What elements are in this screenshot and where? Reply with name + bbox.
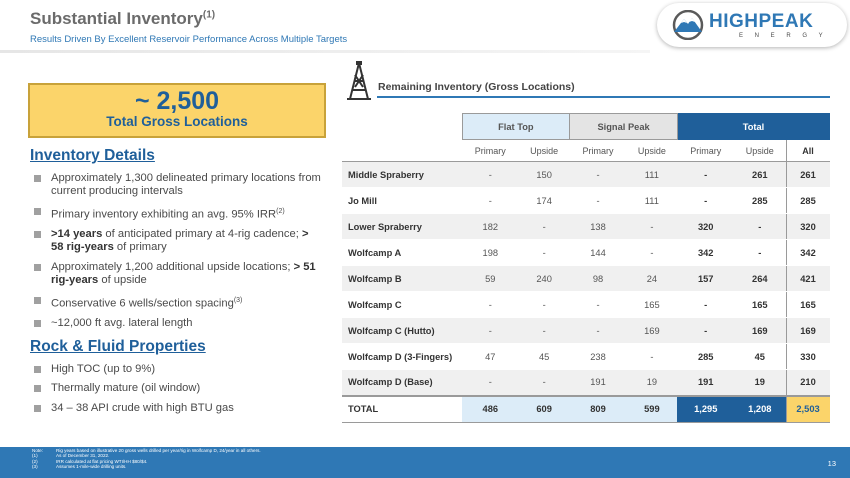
table-cell: 330: [786, 344, 829, 370]
total-row: [342, 396, 830, 423]
table-cell: -: [734, 240, 786, 266]
footnotes: [32, 448, 261, 470]
table-cell: 1,208: [734, 396, 786, 423]
table-cell: 182: [462, 214, 519, 240]
row-label: TOTAL: [342, 396, 462, 423]
column-header: Upside: [734, 140, 786, 162]
rock-fluid-heading: Rock & Fluid Properties: [30, 338, 206, 355]
table-cell: 150: [519, 162, 570, 188]
table-cell: 45: [734, 344, 786, 370]
table-corner: [342, 114, 462, 140]
row-label: Wolfcamp A: [342, 240, 462, 266]
table-cell: 191: [570, 370, 627, 396]
footnote: (1) As of December 31, 2022.: [32, 453, 110, 459]
table-cell: 264: [734, 266, 786, 292]
table-cell: 59: [462, 266, 519, 292]
table-cell: -: [626, 344, 677, 370]
company-logo: [657, 3, 847, 47]
table-cell: 19: [626, 370, 677, 396]
table-cell: -: [626, 214, 677, 240]
page-title: Substantial Inventory$^{(1)}$: [30, 9, 216, 28]
oil-rig-icon: [346, 61, 372, 101]
table-row: [342, 318, 830, 344]
table-cell: 261: [734, 162, 786, 188]
column-header: Upside: [626, 140, 677, 162]
group-header-flat-top: Flat Top: [462, 114, 570, 140]
list-item: Approximately 1,300 delineated primary locations from current producing intervals: [34, 172, 324, 199]
table-cell: 285: [734, 188, 786, 214]
table-cell: -: [462, 370, 519, 396]
footnote: (3) Assumes 1-mile-wide drilling units.: [32, 464, 127, 470]
row-label: Lower Spraberry: [342, 214, 462, 240]
table-cell: 238: [570, 344, 627, 370]
grand-total-cell: 2,503: [786, 396, 829, 423]
table-cell: 198: [462, 240, 519, 266]
table-cell: 144: [570, 240, 627, 266]
row-label: Jo Mill: [342, 188, 462, 214]
row-label: Wolfcamp B: [342, 266, 462, 292]
table-cell: 1,295: [677, 396, 734, 423]
table-cell: -: [626, 240, 677, 266]
table-cell: 809: [570, 396, 627, 423]
inventory-title-rule: [377, 96, 830, 98]
column-header: Primary: [677, 140, 734, 162]
table-cell: -: [570, 318, 627, 344]
group-header-total: Total: [677, 114, 829, 140]
logo-tagline: E N E R G Y: [739, 33, 828, 39]
inventory-details-list: [34, 172, 324, 336]
table-cell: 342: [677, 240, 734, 266]
callout-number: ~ 2,500: [134, 87, 220, 115]
table-cell: 240: [519, 266, 570, 292]
list-item: >14 years of anticipated primary at 4-rig cadence; > 58 rig-years of primary: [34, 228, 324, 255]
square-bullet-icon: [34, 208, 41, 215]
table-cell: -: [570, 188, 627, 214]
table-cell: -: [734, 214, 786, 240]
table-cell: -: [570, 292, 627, 318]
row-label: Wolfcamp D (Base): [342, 370, 462, 396]
table-row: [342, 344, 830, 370]
square-bullet-icon: [34, 320, 41, 327]
table-cell: 421: [786, 266, 829, 292]
table-row: [342, 162, 830, 188]
table-row: [342, 266, 830, 292]
table-cell: 285: [786, 188, 829, 214]
table-cell: -: [462, 162, 519, 188]
table-cell: -: [519, 240, 570, 266]
square-bullet-icon: [34, 366, 41, 373]
header-divider: [0, 50, 650, 53]
logo-wordmark: HIGHPEAK: [709, 11, 814, 32]
column-header: Primary: [570, 140, 627, 162]
table-cell: 138: [570, 214, 627, 240]
table-cell: -: [677, 292, 734, 318]
table-cell: -: [519, 370, 570, 396]
table-cell: -: [462, 318, 519, 344]
square-bullet-icon: [34, 175, 41, 182]
table-cell: -: [677, 188, 734, 214]
table-cell: 165: [626, 292, 677, 318]
list-item: ~12,000 ft avg. lateral length: [34, 317, 324, 330]
table-row: [342, 292, 830, 318]
inventory-details-heading: Inventory Details: [30, 147, 155, 164]
square-bullet-icon: [34, 385, 41, 392]
table-row: [342, 214, 830, 240]
page-number: 13: [827, 459, 836, 468]
table-cell: 599: [626, 396, 677, 423]
inventory-table-title: Remaining Inventory (Gross Locations): [378, 81, 575, 93]
mountain-logo-icon: [671, 10, 705, 40]
column-header: Upside: [519, 140, 570, 162]
table-cell: 111: [626, 162, 677, 188]
row-label: Wolfcamp C (Hutto): [342, 318, 462, 344]
table-cell: 111: [626, 188, 677, 214]
column-header: Primary: [462, 140, 519, 162]
table-cell: -: [519, 214, 570, 240]
list-item: High TOC (up to 9%): [34, 363, 324, 376]
table-cell: 191: [677, 370, 734, 396]
table-cell: -: [677, 162, 734, 188]
square-bullet-icon: [34, 231, 41, 238]
slide-footer: [0, 447, 850, 478]
table-cell: 210: [786, 370, 829, 396]
table-cell: 47: [462, 344, 519, 370]
page-subtitle: Results Driven By Excellent Reservoir Performance Across Multiple Targets: [30, 34, 348, 45]
table-cell: 98: [570, 266, 627, 292]
table-cell: -: [462, 188, 519, 214]
total-locations-callout: [28, 83, 326, 138]
table-cell: 157: [677, 266, 734, 292]
table-cell: 486: [462, 396, 519, 423]
row-label: Middle Spraberry: [342, 162, 462, 188]
table-cell: 169: [786, 318, 829, 344]
table-row: [342, 188, 830, 214]
list-item: Primary inventory exhibiting an avg. 95% IRR$^{(2)}$: [34, 205, 324, 222]
callout-label: Total Gross Locations: [106, 114, 248, 129]
list-item: 34 – 38 API crude with high BTU gas: [34, 402, 324, 415]
table-row: [342, 370, 830, 396]
slide-header: [0, 0, 850, 50]
table-cell: 45: [519, 344, 570, 370]
table-cell: 169: [626, 318, 677, 344]
square-bullet-icon: [34, 405, 41, 412]
row-label: Wolfcamp D (3-Fingers): [342, 344, 462, 370]
table-cell: 285: [677, 344, 734, 370]
table-cell: -: [677, 318, 734, 344]
table-cell: 165: [734, 292, 786, 318]
square-bullet-icon: [34, 297, 41, 304]
subheader-row: [342, 140, 830, 162]
footnote: Note: Rig years based on illustrative 20 gross wells drilled per year/rig in Wolfcamp D, 24/year in all others.: [32, 448, 261, 453]
table-cell: -: [519, 318, 570, 344]
table-row: [342, 240, 830, 266]
list-item: Thermally mature (oil window): [34, 382, 324, 395]
column-header: All: [786, 140, 829, 162]
row-label: Wolfcamp C: [342, 292, 462, 318]
table-cell: 24: [626, 266, 677, 292]
table-cell: 320: [786, 214, 829, 240]
table-cell: 174: [519, 188, 570, 214]
inventory-table: [342, 113, 830, 423]
list-item: Conservative 6 wells/section spacing$^{(3)}$: [34, 294, 324, 311]
table-cell: -: [570, 162, 627, 188]
table-cell: 320: [677, 214, 734, 240]
table-cell: 609: [519, 396, 570, 423]
table-cell: 19: [734, 370, 786, 396]
table-cell: 165: [786, 292, 829, 318]
table-cell: 261: [786, 162, 829, 188]
group-header-signal-peak: Signal Peak: [570, 114, 678, 140]
table-cell: 342: [786, 240, 829, 266]
rock-fluid-list: [34, 363, 324, 421]
footnote: (2) IRR calculated at flat pricing WTI/HH $80/$4.: [32, 458, 148, 464]
table-cell: -: [462, 292, 519, 318]
table-cell: -: [519, 292, 570, 318]
table-cell: 169: [734, 318, 786, 344]
list-item: Approximately 1,200 additional upside locations; > 51 rig-years of upside: [34, 261, 324, 288]
square-bullet-icon: [34, 264, 41, 271]
